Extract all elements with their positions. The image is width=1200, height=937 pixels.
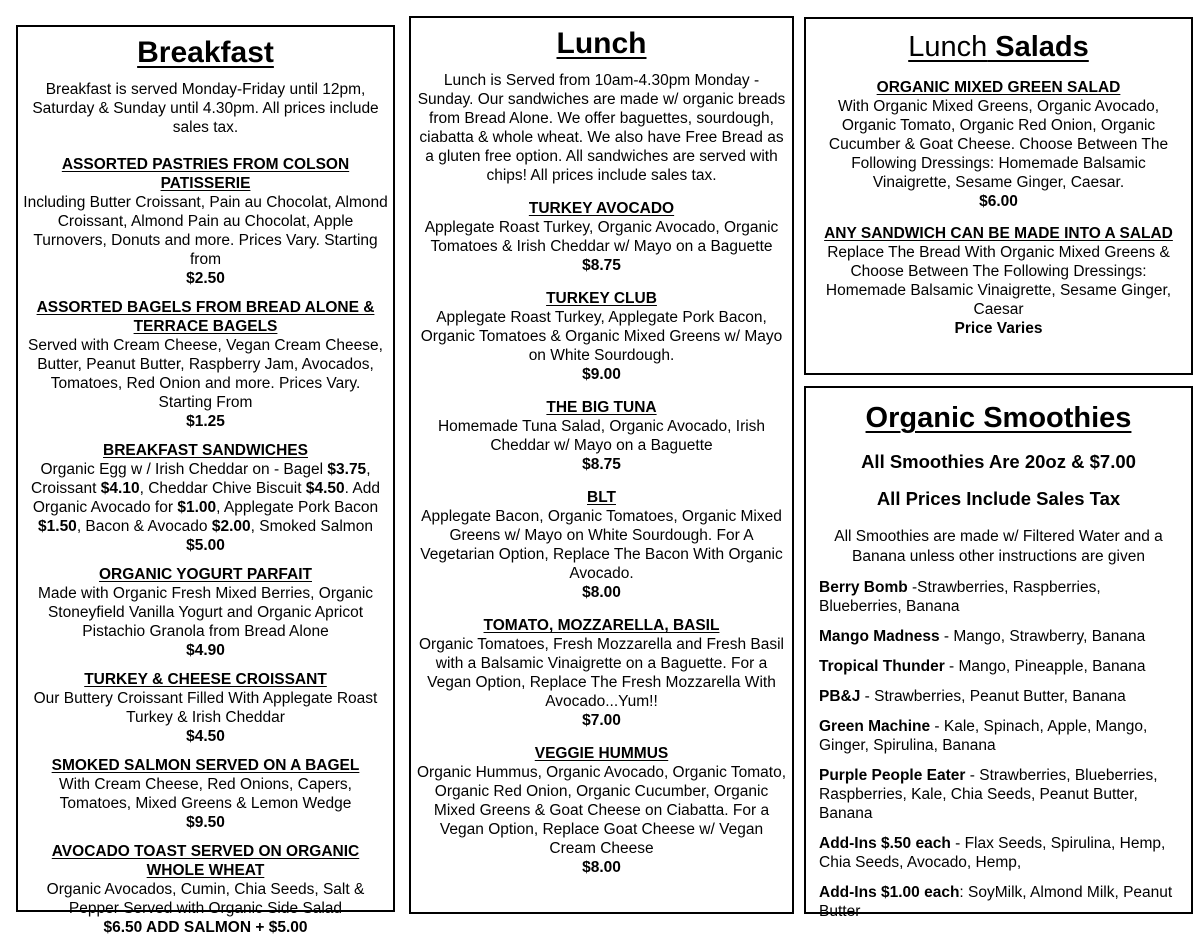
smoothie-item [819, 687, 1178, 706]
lunch-sections [416, 199, 787, 877]
text-run: , Croissant [31, 461, 371, 497]
menu-section [416, 199, 787, 275]
smoothie-name: Green Machine [819, 718, 931, 735]
text-run: $1.50 [38, 518, 77, 535]
section-price [416, 365, 787, 384]
smoothie-ingredients: - Flax Seeds, Spirulina, Hemp, Chia Seeds, Avocado, Hemp, [819, 835, 1166, 871]
text-run: , Cheddar Chive Biscuit [139, 480, 306, 497]
section-price [23, 918, 388, 937]
section-heading: TURKEY AVOCADO [528, 200, 675, 217]
section-description [23, 336, 388, 412]
section-description [416, 635, 787, 711]
text-run: Served with Cream Cheese, Vegan Cream Cheese, Butter, Peanut Butter, Raspberry Jam, Avocados, Tomatoes, Red Onion and more. Prices Vary. Starting From [28, 337, 383, 411]
text-run: Replace The Bread With Organic Mixed Greens & Choose Between The Following Dressings: Homemade Balsamic Vinaigrette, Sesame Ginger, Caesar [825, 244, 1172, 318]
text-run: Organic Smoothies [865, 402, 1132, 434]
section-description [23, 689, 388, 727]
section-heading: ASSORTED BAGELS FROM BREAD ALONE & TERRACE BAGELS [36, 299, 375, 335]
section-description [23, 775, 388, 813]
text-run: $8.75 [582, 456, 621, 473]
section-heading: TOMATO, MOZZARELLA, BASIL [483, 617, 720, 634]
text-run: $4.90 [186, 642, 225, 659]
breakfast-intro: Breakfast is served Monday-Friday until 12pm, Saturday & Sunday until 4.30pm. All prices include sales tax. [32, 81, 379, 136]
text-run: $9.00 [582, 366, 621, 383]
smoothies-size-price-line: All Smoothies Are 20oz & $7.00 [861, 451, 1136, 472]
smoothie-name: Tropical Thunder [819, 658, 945, 675]
text-run: Lunch [556, 27, 647, 60]
text-run: $1.00 [177, 499, 217, 516]
breakfast-title [23, 35, 388, 71]
smoothie-name: Add-Ins $.50 each [819, 835, 951, 852]
section-heading: AVOCADO TOAST SERVED ON ORGANIC WHOLE WHEAT [51, 843, 360, 879]
text-run: , Smoked Salmon [250, 518, 373, 535]
smoothie-item [819, 883, 1178, 921]
section-price [416, 858, 787, 877]
section-description [416, 308, 787, 365]
lunch-title [416, 26, 787, 62]
text-run: $7.00 [582, 712, 621, 729]
text-run: $6.50 [103, 919, 143, 936]
lunch-salads-sections [812, 78, 1185, 338]
breakfast-sections [23, 155, 388, 937]
menu-section [23, 155, 388, 288]
smoothie-ingredients: -Strawberries, Raspberries, Blueberries, Banana [819, 579, 1101, 615]
text-run: Made with Organic Fresh Mixed Berries, Organic Stoneyfield Vanilla Yogurt and Organic Apricot Pistachio Granola from Bread Alone [37, 585, 374, 640]
smoothie-name: Berry Bomb [819, 579, 908, 596]
breakfast-menu-panel [16, 25, 395, 936]
smoothie-item [819, 627, 1178, 646]
section-heading: ORGANIC YOGURT PARFAIT [99, 566, 312, 583]
smoothie-item [819, 834, 1178, 872]
text-run: Organic Egg w / Irish Cheddar on - Bagel [40, 461, 328, 478]
section-price [416, 583, 787, 602]
text-run: $5.00 [186, 537, 225, 554]
lunch-intro: Lunch is Served from 10am-4.30pm Monday - Sunday. Our sandwiches are made w/ organic breads from Bread Alone. We offer baguettes, sourdough, ciabatta & whole wheat. We also have Free Bread as a gluten free option. All sandwiches are served with chips! All prices include sales tax. [417, 72, 786, 184]
section-heading: VEGGIE HUMMUS [534, 745, 669, 762]
text-run: $4.50 [186, 728, 225, 745]
lunch-salads-menu-panel [804, 17, 1193, 375]
section-heading: BLT [587, 489, 616, 506]
smoothie-ingredients: - Strawberries, Peanut Butter, Banana [860, 688, 1126, 705]
lunch-salads-title [812, 29, 1185, 65]
text-run: $6.00 [979, 193, 1018, 210]
section-price [23, 727, 388, 746]
menu-section [812, 224, 1185, 338]
menu-section [23, 441, 388, 555]
section-description [812, 97, 1185, 192]
section-description [416, 507, 787, 583]
menu-section [23, 670, 388, 746]
section-heading: ORGANIC MIXED GREEN SALAD [876, 79, 1121, 96]
text-run: $2.50 [186, 270, 225, 287]
text-run: Lunch [908, 31, 988, 63]
smoothies-note: All Smoothies are made w/ Filtered Water and a Banana unless other instructions are given [834, 528, 1163, 565]
smoothie-item [819, 766, 1178, 823]
section-description [416, 218, 787, 256]
menu-section [23, 298, 388, 431]
menu-section [812, 78, 1185, 211]
text-run: , Applegate Pork Bacon [216, 499, 379, 516]
text-run: Applegate Roast Turkey, Applegate Pork Bacon, Organic Tomatoes & Organic Mixed Greens w/ Mayo on White Sourdough. [420, 309, 783, 364]
menu-section [416, 289, 787, 384]
section-price [416, 711, 787, 730]
text-run: Applegate Roast Turkey, Organic Avocado, Organic Tomatoes & Irish Cheddar w/ Mayo on a Baguette [424, 219, 779, 255]
text-run: $3.75 [327, 461, 367, 478]
section-description [416, 763, 787, 858]
smoothies-list [819, 578, 1178, 921]
section-description [23, 880, 388, 918]
section-heading: TURKEY & CHEESE CROISSANT [84, 671, 327, 688]
text-run: . Add Organic Avocado for [32, 480, 380, 516]
text-run: $4.10 [100, 480, 140, 497]
smoothie-name: Purple People Eater [819, 767, 966, 784]
text-run: $9.50 [186, 814, 225, 831]
lunch-menu-panel [409, 16, 794, 914]
section-price [416, 256, 787, 275]
section-price [812, 319, 1185, 338]
text-run: $4.50 [305, 480, 345, 497]
text-run: $1.25 [186, 413, 225, 430]
smoothies-menu-panel [804, 386, 1193, 920]
section-price [23, 813, 388, 832]
menu-section [23, 842, 388, 937]
section-heading: THE BIG TUNA [546, 399, 657, 416]
text-run: $2.00 [211, 518, 251, 535]
text-run: With Cream Cheese, Red Onions, Capers, Tomatoes, Mixed Greens & Lemon Wedge [59, 776, 352, 812]
text-run: Organic Hummus, Organic Avocado, Organic Tomato, Organic Red Onion, Organic Cucumber, Organic Mixed Greens & Goat Cheese on Ciabatta. For a Vegan Option, Replace Goat Cheese w/ Vegan Cream Cheese [416, 764, 786, 857]
smoothies-title [819, 400, 1178, 436]
text-run: ADD SALMON [142, 919, 256, 936]
text-run: With Organic Mixed Greens, Organic Avocado, Organic Tomato, Organic Red Onion, Organic Cucumber & Goat Cheese. Choose Between The Following Dressings: Homemade Balsamic Vinaigrette, Sesame Ginger, Caesar. [828, 98, 1169, 191]
smoothie-ingredients: : SoyMilk, Almond Milk, Peanut Butter [819, 884, 1173, 920]
menu-section [416, 398, 787, 474]
smoothie-name: Mango Madness [819, 628, 940, 645]
text-run: Price Varies [954, 320, 1043, 337]
section-description [23, 193, 388, 269]
section-description [416, 417, 787, 455]
smoothie-ingredients: - Kale, Spinach, Apple, Mango, Ginger, Spirulina, Banana [819, 718, 1148, 754]
section-price [23, 269, 388, 288]
smoothie-item [819, 657, 1178, 676]
section-price [23, 412, 388, 431]
text-run: Including Butter Croissant, Pain au Chocolat, Almond Croissant, Almond Pain au Chocolat, Apple Turnovers, Donuts and more. Prices Vary. Starting from [23, 194, 388, 268]
text-run: Homemade Tuna Salad, Organic Avocado, Irish Cheddar w/ Mayo on a Baguette [437, 418, 766, 454]
menu-section [416, 488, 787, 602]
section-heading: ASSORTED PASTRIES FROM COLSON PATISSERIE [61, 156, 350, 192]
text-run: , Bacon & Avocado [76, 518, 212, 535]
section-description [23, 460, 388, 555]
section-heading: ANY SANDWICH CAN BE MADE INTO A SALAD [824, 225, 1173, 242]
smoothie-ingredients: - Mango, Strawberry, Banana [939, 628, 1146, 645]
text-run: $8.00 [582, 584, 621, 601]
smoothie-ingredients: - Strawberries, Blueberries, Raspberries, Kale, Chia Seeds, Peanut Butter, Banana [819, 767, 1158, 822]
text-run: Our Buttery Croissant Filled With Applegate Roast Turkey & Irish Cheddar [33, 690, 378, 726]
text-run: + $5.00 [255, 919, 308, 936]
smoothie-name: Add-Ins $1.00 each [819, 884, 960, 901]
section-price [812, 192, 1185, 211]
menu-section [416, 744, 787, 877]
smoothies-tax-line: All Prices Include Sales Tax [876, 488, 1121, 509]
section-heading: BREAKFAST SANDWICHES [103, 442, 308, 459]
text-run: $8.75 [582, 257, 621, 274]
menu-section [23, 756, 388, 832]
smoothie-ingredients: - Mango, Pineapple, Banana [944, 658, 1146, 675]
smoothie-item [819, 578, 1178, 616]
section-description [23, 584, 388, 641]
text-run: $8.00 [582, 859, 621, 876]
section-heading: TURKEY CLUB [546, 290, 657, 307]
text-run: Breakfast [137, 36, 274, 69]
smoothie-item [819, 717, 1178, 755]
section-price [416, 455, 787, 474]
menu-section [416, 616, 787, 730]
section-description [812, 243, 1185, 319]
text-run: Organic Avocados, Cumin, Chia Seeds, Salt & Pepper Served with Organic Side Salad [46, 881, 365, 917]
section-price [23, 641, 388, 660]
section-heading: SMOKED SALMON SERVED ON A BAGEL [51, 757, 360, 774]
text-run: Salads [987, 31, 1089, 63]
smoothie-name: PB&J [819, 688, 861, 705]
menu-section [23, 565, 388, 660]
text-run: Organic Tomatoes, Fresh Mozzarella and Fresh Basil with a Balsamic Vinaigrette on a Baguette. For a Vegan Option, Replace The Fresh Mozzarella With Avocado...Yum!! [419, 636, 784, 710]
text-run: Applegate Bacon, Organic Tomatoes, Organic Mixed Greens w/ Mayo on White Sourdough. For A Vegetarian Option, Replace The Bacon With Organic Avocado. [420, 508, 783, 582]
